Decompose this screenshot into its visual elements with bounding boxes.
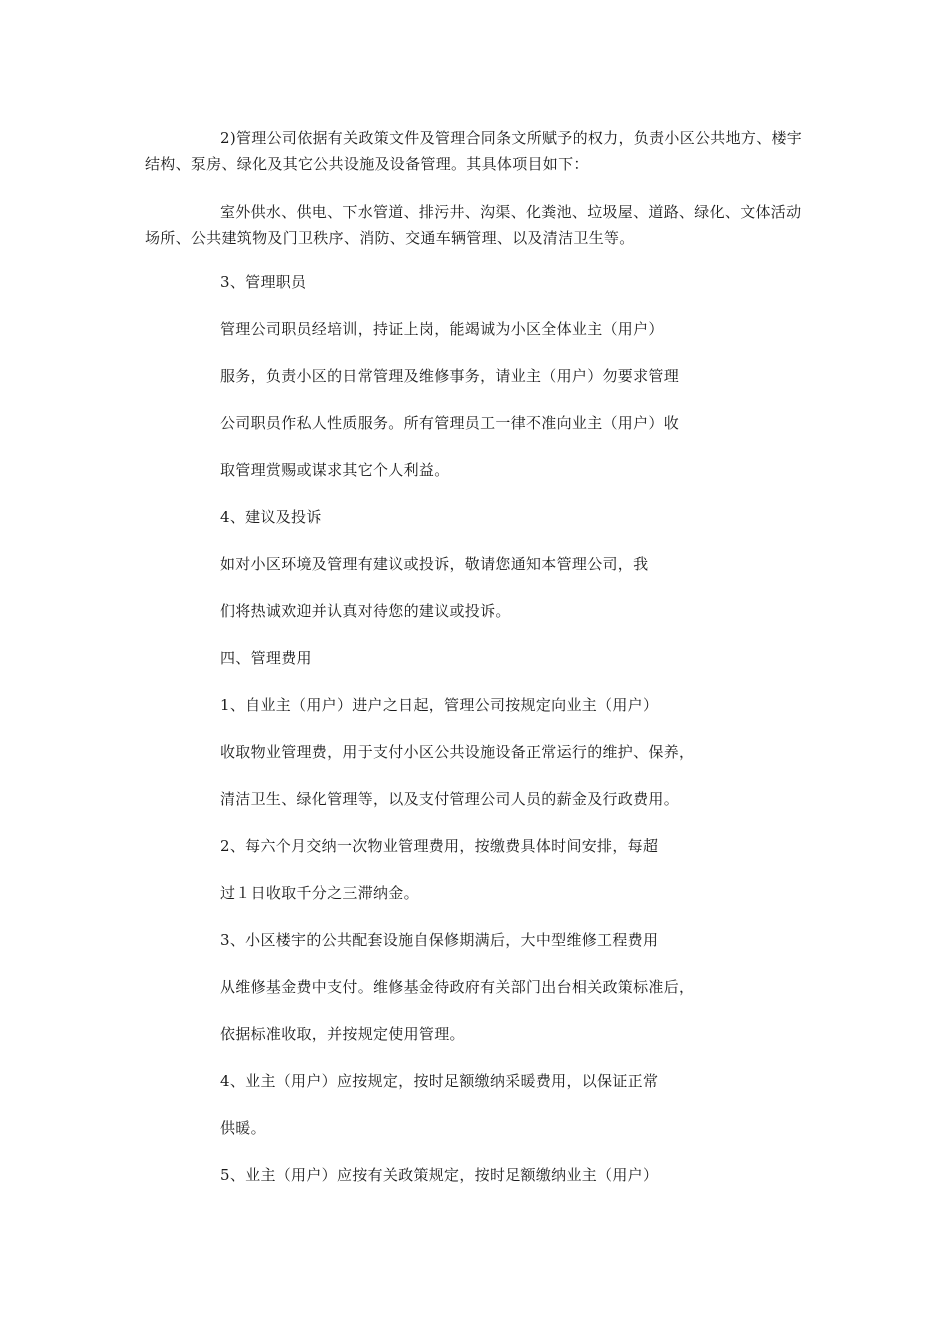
paragraph-management-scope: 2)管理公司依据有关政策文件及管理合同条文所赋予的权力，负责小区公共地方、楼宇结构、泵房、绿化及其它公共设施及设备管理。其具体项目如下： (145, 129, 803, 173)
text-line: 清洁卫生、绿化管理等，以及支付管理公司人员的薪金及行政费用。 (220, 790, 680, 808)
text-line: 从维修基金费中支付。维修基金待政府有关部门出台相关政策标准后， (220, 978, 695, 996)
text-line: 管理公司职员经培训，持证上岗，能竭诚为小区全体业主（用户） (220, 320, 664, 338)
text-line: 如对小区环境及管理有建议或投诉，敬请您通知本管理公司，我 (220, 555, 649, 573)
text-line: 公司职员作私人性质服务。所有管理员工一律不准向业主（用户）收 (220, 414, 680, 432)
text-line: 供暖。 (220, 1119, 266, 1137)
text-line: 们将热诚欢迎并认真对待您的建议或投诉。 (220, 602, 511, 620)
text-line: 4、业主（用户）应按规定，按时足额缴纳采暖费用，以保证正常 (220, 1072, 659, 1090)
text-line: 3、小区楼宇的公共配套设施自保修期满后，大中型维修工程费用 (220, 931, 659, 949)
text-line: 2、每六个月交纳一次物业管理费用，按缴费具体时间安排，每超 (220, 837, 659, 855)
text-line: 5、业主（用户）应按有关政策规定，按时足额缴纳业主（用户） (220, 1166, 659, 1184)
heading-management-staff: 3、管理职员 (220, 273, 307, 291)
heading-suggestions-complaints: 4、建议及投诉 (220, 508, 322, 526)
text-line: 取管理赏赐或谋求其它个人利益。 (220, 461, 450, 479)
heading-management-fees: 四、管理费用 (220, 649, 312, 667)
text-line: 1、自业主（用户）进户之日起，管理公司按规定向业主（用户） (220, 696, 659, 714)
paragraph-project-list: 室外供水、供电、下水管道、排污井、沟渠、化粪池、垃圾屋、道路、绿化、文体活动场所、公共建筑物及门卫秩序、消防、交通车辆管理、以及清洁卫生等。 (145, 203, 802, 247)
text-line: 收取物业管理费，用于支付小区公共设施设备正常运行的维护、保养， (220, 743, 695, 761)
text-line: 过１日收取千分之三滞纳金。 (220, 884, 419, 902)
text-line: 依据标准收取，并按规定使用管理。 (220, 1025, 465, 1043)
text-line: 服务，负责小区的日常管理及维修事务，请业主（用户）勿要求管理 (220, 367, 680, 385)
